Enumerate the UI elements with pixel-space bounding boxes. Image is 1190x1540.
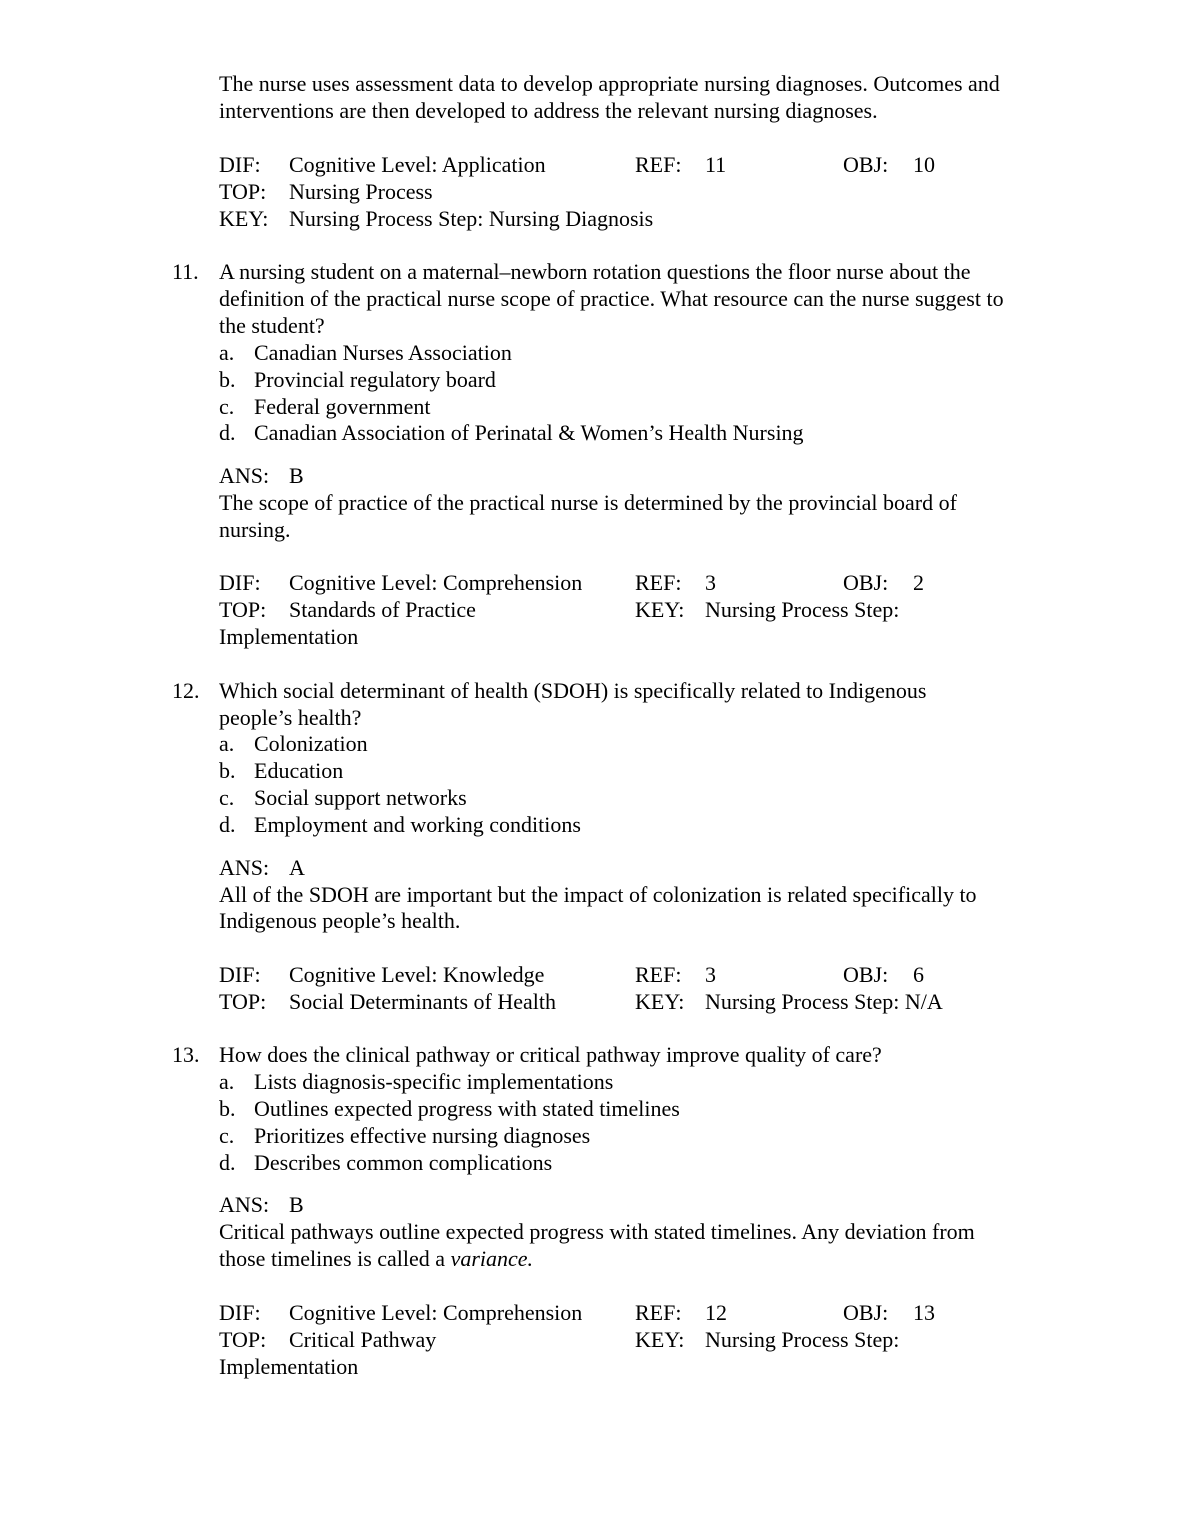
obj-value: 13 (913, 1300, 935, 1325)
key-label: KEY: (635, 597, 685, 622)
top-value: Social Determinants of Health (289, 989, 556, 1014)
option-text: Prioritizes effective nursing diagnoses (254, 1123, 591, 1148)
ref-value: 12 (705, 1300, 727, 1325)
answer-label: ANS: (219, 855, 270, 880)
ref-value: 3 (705, 570, 716, 595)
ref-label: REF: (635, 570, 682, 595)
question-number: 11. (172, 259, 199, 284)
option-letter: c. (219, 1123, 235, 1148)
ref-label: REF: (635, 1300, 682, 1325)
option-letter: a. (219, 1069, 235, 1094)
dif-value: Cognitive Level: Knowledge (289, 962, 545, 987)
dif-label: DIF: (219, 152, 261, 177)
option-letter: b. (219, 367, 236, 392)
obj-label: OBJ: (843, 1300, 889, 1325)
obj-value: 10 (913, 152, 935, 177)
ref-label: REF: (635, 152, 682, 177)
key-value: Nursing Process Step: Nursing Diagnosis (289, 206, 654, 231)
rationale-text: those timelines is called a (219, 1246, 451, 1271)
option-letter: d. (219, 812, 236, 837)
answer-label: ANS: (219, 463, 270, 488)
option-text: Colonization (254, 731, 368, 756)
key-value-continued: Implementation (219, 624, 359, 649)
question-stem-line: A nursing student on a maternal–newborn rotation questions the floor nurse about the (219, 259, 971, 284)
obj-label: OBJ: (843, 962, 889, 987)
answer-value: A (289, 855, 305, 880)
option-text: Federal government (254, 394, 431, 419)
option-letter: b. (219, 758, 236, 783)
option-text: Provincial regulatory board (254, 367, 496, 392)
option-letter: a. (219, 340, 235, 365)
option-text: Canadian Association of Perinatal & Women’s Health Nursing (254, 420, 804, 445)
option-text: Employment and working conditions (254, 812, 581, 837)
key-value: Nursing Process Step: (705, 597, 900, 622)
option-text: Lists diagnosis-specific implementations (254, 1069, 614, 1094)
key-value: Nursing Process Step: (705, 1327, 900, 1352)
obj-value: 6 (913, 962, 924, 987)
question-stem-line: people’s health? (219, 705, 362, 730)
top-label: TOP: (219, 179, 267, 204)
top-value: Standards of Practice (289, 597, 476, 622)
obj-label: OBJ: (843, 152, 889, 177)
option-text: Canadian Nurses Association (254, 340, 512, 365)
obj-label: OBJ: (843, 570, 889, 595)
rationale-line: The nurse uses assessment data to develop appropriate nursing diagnoses. Outcomes and (219, 71, 1000, 96)
ref-label: REF: (635, 962, 682, 987)
dif-label: DIF: (219, 570, 261, 595)
key-label: KEY: (219, 206, 269, 231)
rationale-line (219, 1245, 533, 1272)
key-label: KEY: (635, 1327, 685, 1352)
dif-value: Cognitive Level: Comprehension (289, 1300, 583, 1325)
answer-label: ANS: (219, 1192, 270, 1217)
rationale-line: Indigenous people’s health. (219, 908, 461, 933)
dif-label: DIF: (219, 1300, 261, 1325)
option-letter: d. (219, 1150, 236, 1175)
question-stem-line: the student? (219, 313, 325, 338)
ref-value: 3 (705, 962, 716, 987)
top-label: TOP: (219, 989, 267, 1014)
obj-value: 2 (913, 570, 924, 595)
key-value: Nursing Process Step: N/A (705, 989, 943, 1014)
option-letter: c. (219, 785, 235, 810)
question-stem-line: Which social determinant of health (SDOH) is specifically related to Indigenous (219, 678, 927, 703)
option-letter: a. (219, 731, 235, 756)
key-label: KEY: (635, 989, 685, 1014)
dif-label: DIF: (219, 962, 261, 987)
dif-value: Cognitive Level: Comprehension (289, 570, 583, 595)
option-text: Outlines expected progress with stated timelines (254, 1096, 680, 1121)
ref-value: 11 (705, 152, 727, 177)
top-value: Critical Pathway (289, 1327, 437, 1352)
rationale-line: All of the SDOH are important but the impact of colonization is related specifically to (219, 882, 977, 907)
top-label: TOP: (219, 1327, 267, 1352)
rationale-line: The scope of practice of the practical nurse is determined by the provincial board of (219, 490, 957, 515)
option-text: Describes common complications (254, 1150, 553, 1175)
option-letter: d. (219, 420, 236, 445)
option-letter: c. (219, 394, 235, 419)
question-number: 12. (172, 678, 200, 703)
answer-value: B (289, 463, 304, 488)
key-value-continued: Implementation (219, 1354, 359, 1379)
answer-value: B (289, 1192, 304, 1217)
rationale-line: interventions are then developed to address the relevant nursing diagnoses. (219, 98, 878, 123)
top-label: TOP: (219, 597, 267, 622)
rationale-emphasis: variance. (450, 1246, 534, 1271)
question-stem-line: definition of the practical nurse scope of practice. What resource can the nurse suggest to (219, 286, 1004, 311)
rationale-line: nursing. (219, 517, 291, 542)
top-value: Nursing Process (289, 179, 433, 204)
dif-value: Cognitive Level: Application (289, 152, 546, 177)
rationale-line: Critical pathways outline expected progress with stated timelines. Any deviation from (219, 1219, 975, 1244)
option-text: Social support networks (254, 785, 467, 810)
question-number: 13. (172, 1042, 200, 1067)
option-letter: b. (219, 1096, 236, 1121)
question-stem-line: How does the clinical pathway or critical pathway improve quality of care? (219, 1042, 882, 1067)
option-text: Education (254, 758, 344, 783)
